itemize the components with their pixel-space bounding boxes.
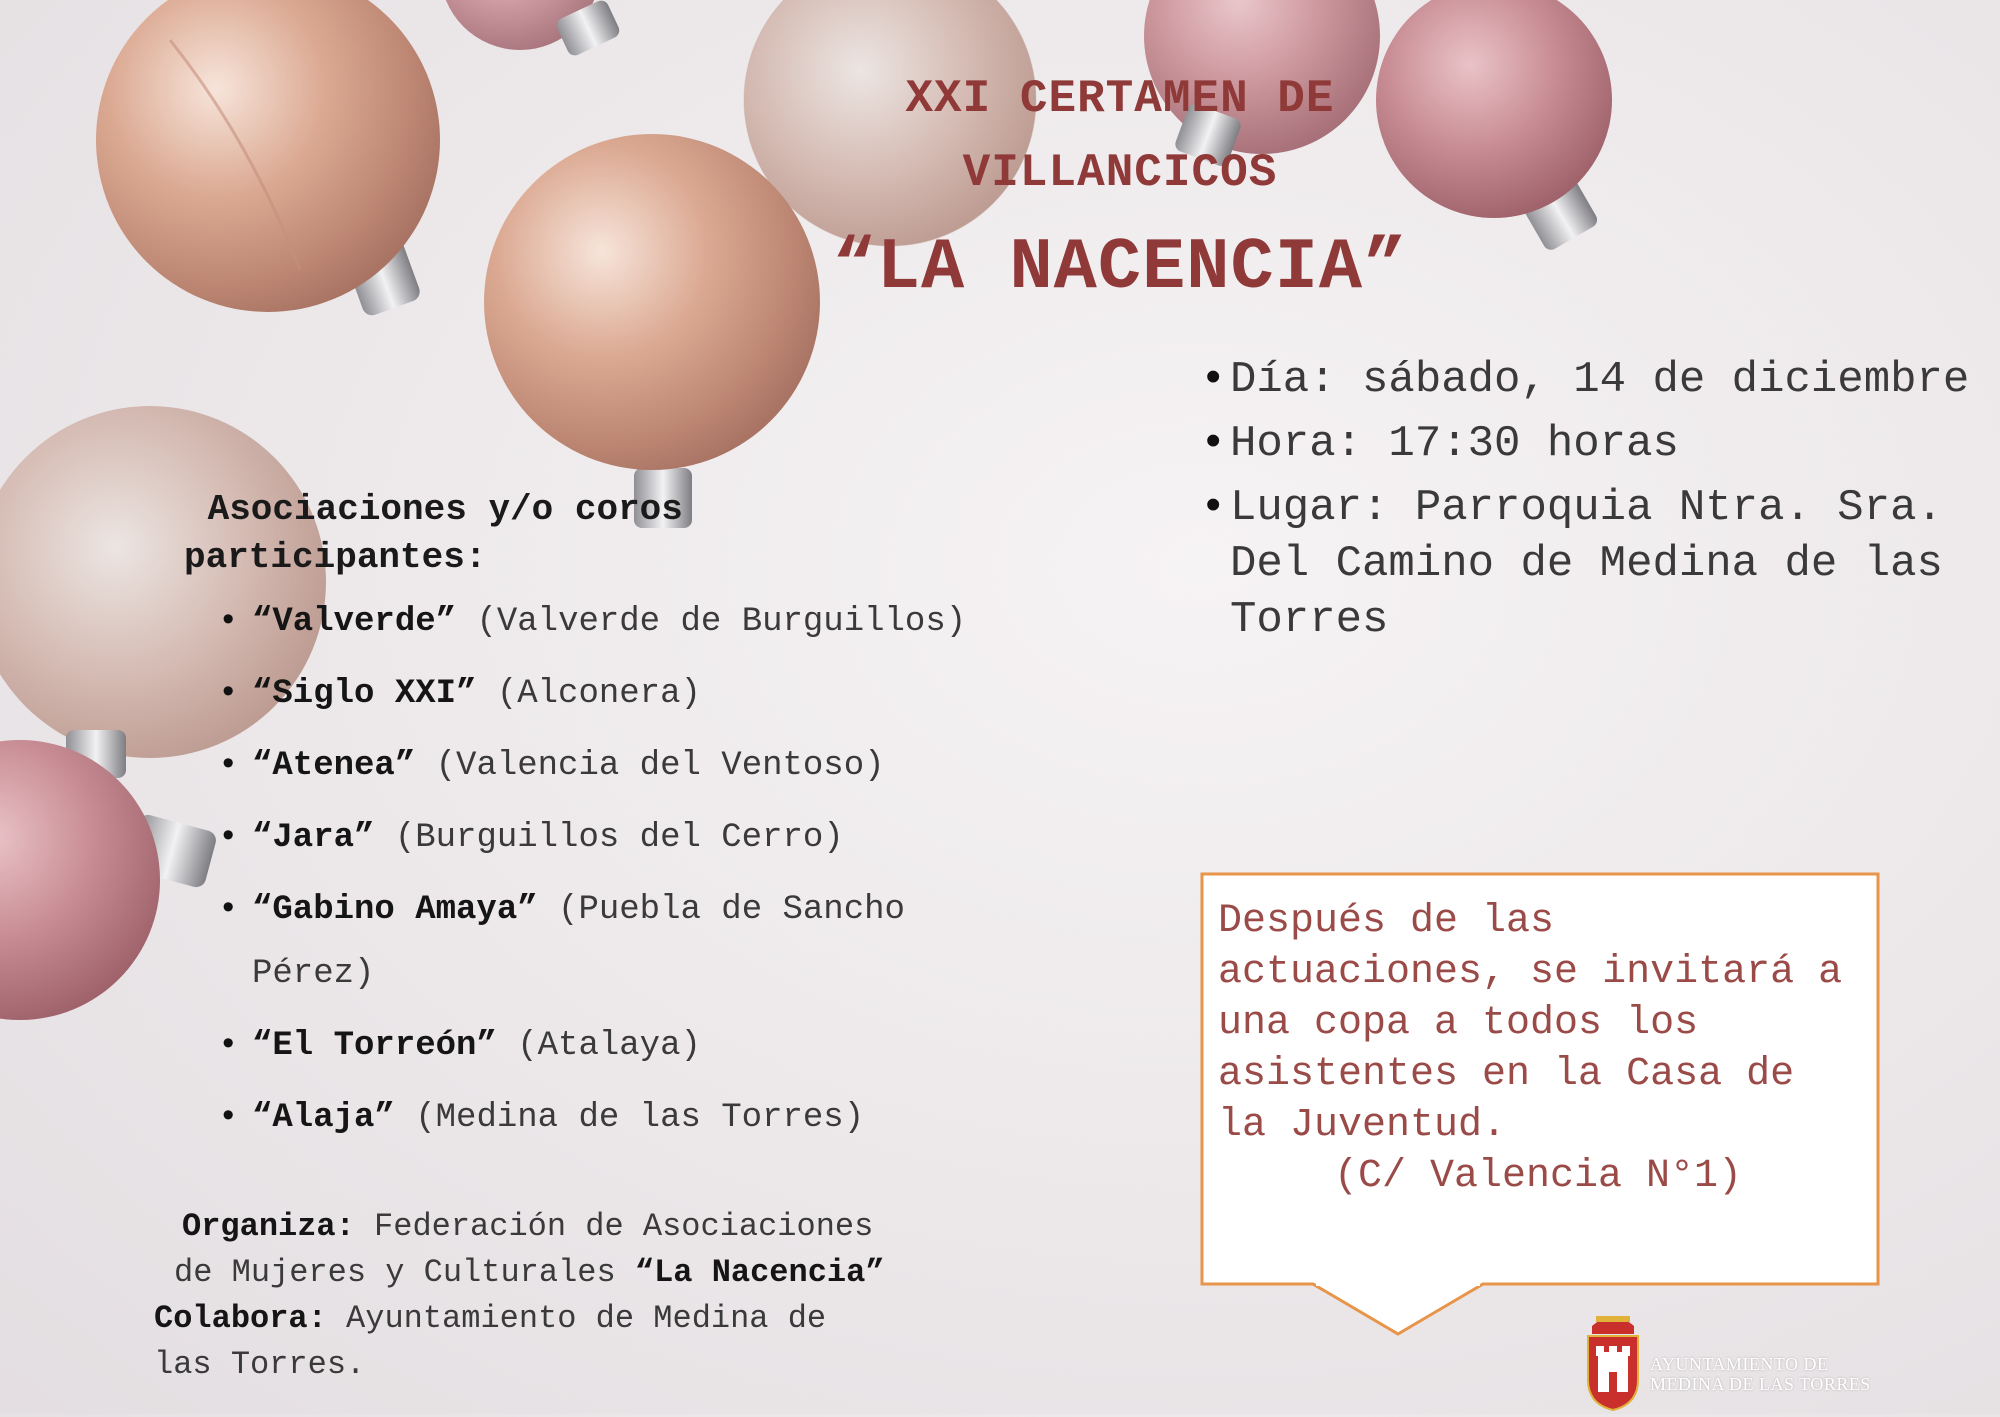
list-item <box>218 734 1086 798</box>
logo-line-2: MEDINA DE LAS TORRES <box>1650 1374 1871 1394</box>
associations-heading-1: Asociaciones y/o coros <box>186 489 683 530</box>
bullet-icon: • <box>218 603 239 641</box>
ayuntamiento-logo <box>1582 1308 1902 1412</box>
credits-section <box>154 1204 885 1388</box>
callout-box <box>1200 872 1880 1292</box>
choir-place: (Valverde de Burguillos) <box>456 603 967 641</box>
bullet-icon: • <box>218 819 239 857</box>
list-item <box>218 1086 1086 1150</box>
bullet-icon: • <box>1200 355 1227 405</box>
organiza-line-2 <box>154 1250 885 1296</box>
detail-dia <box>1200 352 1980 408</box>
title-line-2: VILLANCICOS <box>962 147 1278 199</box>
choir-place: (Medina de las Torres) <box>394 1099 865 1137</box>
poster-title <box>760 62 1480 316</box>
choir-name: “Valverde” <box>252 603 457 641</box>
callout-pointer <box>1200 1282 1600 1342</box>
choir-name: “Gabino Amaya” <box>252 891 538 929</box>
detail-hora <box>1200 416 1980 472</box>
bullet-icon: • <box>218 891 239 929</box>
ornament-copper-topleft <box>96 0 440 318</box>
choir-place: (Puebla de Sancho Pérez) <box>252 891 905 993</box>
choir-name: “Siglo XXI” <box>252 675 477 713</box>
list-item <box>218 878 1032 1006</box>
title-main: “LA NACENCIA” <box>832 227 1408 309</box>
bullet-icon: • <box>218 1027 239 1065</box>
callout-text <box>1218 896 1858 1202</box>
callout-address: (C/ Valencia N°1) <box>1333 1154 1743 1199</box>
colabora-text: Ayuntamiento de Medina de <box>326 1300 827 1337</box>
list-item <box>218 662 1086 726</box>
organiza-label: Organiza: <box>182 1208 355 1245</box>
event-details <box>1200 352 1980 656</box>
choir-name: “El Torreón” <box>252 1027 497 1065</box>
associations-heading-2: participantes: <box>184 537 487 578</box>
choir-place: (Burguillos del Cerro) <box>374 819 844 857</box>
choir-list <box>186 590 1086 1150</box>
choir-name: “Jara” <box>252 819 375 857</box>
choir-place: (Atalaya) <box>496 1027 701 1065</box>
bullet-icon: • <box>1200 483 1227 533</box>
organiza-name: “La Nacencia” <box>634 1254 885 1291</box>
colabora-line-2: las Torres. <box>154 1346 366 1383</box>
list-item <box>218 590 1086 654</box>
detail-lugar <box>1200 480 1980 648</box>
associations-section <box>186 486 1086 1158</box>
choir-place: (Valencia del Ventoso) <box>415 747 885 785</box>
choir-place: (Alconera) <box>476 675 701 713</box>
coat-of-arms-icon <box>1582 1308 1644 1412</box>
bullet-icon: • <box>218 747 239 785</box>
detail-dia-text: Día: sábado, 14 de diciembre <box>1230 355 1970 405</box>
organiza-text-2: de Mujeres y Culturales <box>174 1254 635 1291</box>
organiza-line-1 <box>154 1204 885 1250</box>
detail-hora-text: Hora: 17:30 horas <box>1230 419 1679 469</box>
colabora-line-1 <box>154 1296 885 1342</box>
bullet-icon: • <box>1200 419 1227 469</box>
choir-name: “Atenea” <box>252 747 416 785</box>
list-item <box>218 806 1086 870</box>
logo-text <box>1650 1354 1871 1394</box>
logo-line-1: AYUNTAMIENTO DE <box>1650 1354 1829 1374</box>
choir-name: “Alaja” <box>252 1099 395 1137</box>
bullet-icon: • <box>218 675 239 713</box>
callout-message: Después de las actuaciones, se invitará a una copa a todos los asistentes en la Casa de la Juventud. <box>1218 899 1843 1148</box>
title-line-1: XXI CERTAMEN DE <box>905 73 1335 125</box>
detail-lugar-text: Lugar: Parroquia Ntra. Sra. Del Camino de Medina de las Torres <box>1230 483 1943 645</box>
organiza-text: Federación de Asociaciones <box>354 1208 874 1245</box>
colabora-label: Colabora: <box>154 1300 327 1337</box>
bullet-icon: • <box>218 1099 239 1137</box>
list-item <box>218 1014 1086 1078</box>
